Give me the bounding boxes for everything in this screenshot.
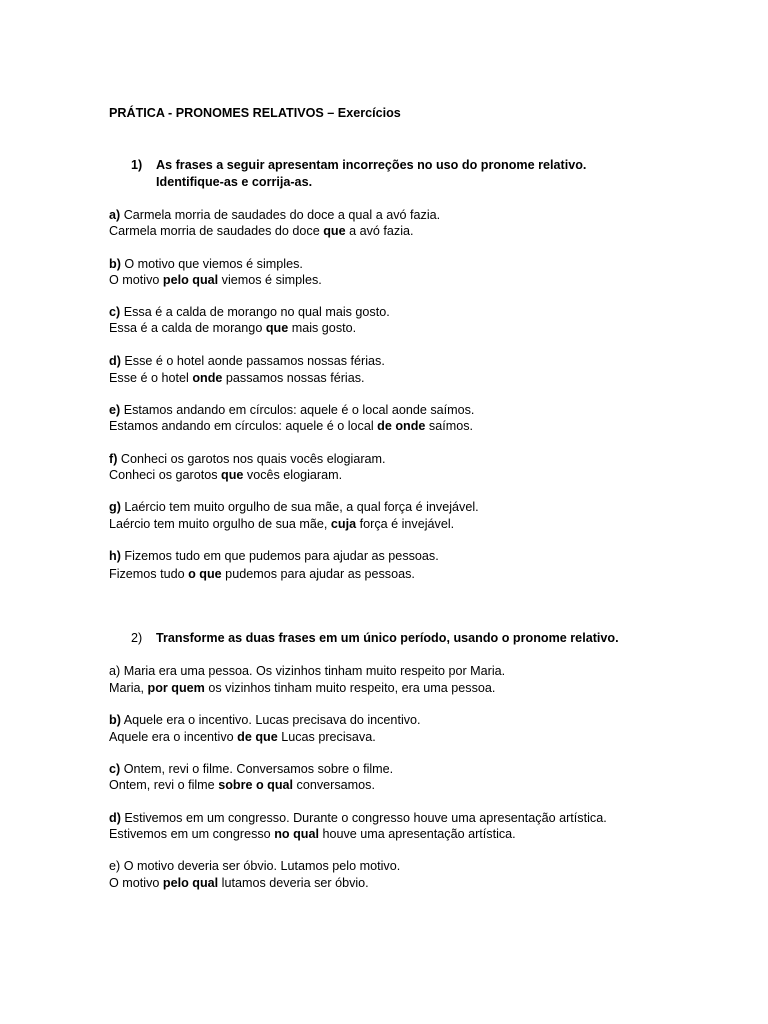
- q1-item-d-fix: [109, 370, 365, 386]
- q1-item-a-wrong: [109, 207, 440, 223]
- item-label: g): [109, 500, 121, 514]
- q2-item-b-prompt: [109, 712, 421, 728]
- q1-item-c-wrong: [109, 304, 390, 320]
- question-1-instruction-line2: Identifique-as e corrija-as.: [156, 175, 313, 189]
- q2-item-a-answer: [109, 680, 495, 696]
- fix-pronoun: de onde: [377, 419, 426, 433]
- q2-item-c-answer: [109, 777, 375, 793]
- q1-item-e-fix: [109, 418, 473, 434]
- q2-item-d-prompt: [109, 810, 607, 826]
- q2-item-a-prompt: [109, 663, 505, 679]
- item-wrong-text: Esse é o hotel aonde passamos nossas férias.: [124, 354, 385, 368]
- answer-pronoun: por quem: [147, 681, 205, 695]
- item-prompt-text: O motivo deveria ser óbvio. Lutamos pelo motivo.: [123, 859, 401, 873]
- answer-text: Aquele era o incentivo: [109, 730, 238, 744]
- item-label: e): [109, 403, 121, 417]
- q2-item-e-answer: [109, 875, 369, 891]
- q1-item-b-wrong: [109, 256, 303, 272]
- answer-text: conversamos.: [293, 778, 375, 792]
- fix-pronoun: cuja: [330, 517, 357, 531]
- q1-item-g-wrong: [109, 499, 479, 515]
- item-label: e): [109, 859, 121, 873]
- answer-pronoun: sobre o qual: [218, 778, 294, 792]
- item-label: h): [109, 549, 121, 563]
- question-1-number: 1): [131, 158, 143, 172]
- fix-pronoun: que: [265, 321, 289, 335]
- q1-item-e-wrong: [109, 402, 474, 418]
- fix-pronoun: o que: [188, 567, 222, 581]
- q2-item-c-prompt: [109, 761, 393, 777]
- answer-text: Maria,: [109, 681, 148, 695]
- q1-item-h-wrong: [109, 548, 439, 564]
- fix-text: O motivo: [109, 273, 163, 287]
- answer-text: os vizinhos tinham muito respeito, era uma pessoa.: [204, 681, 496, 695]
- q1-item-b-fix: [109, 272, 322, 288]
- fix-text: Essa é a calda de morango: [109, 321, 266, 335]
- fix-text: Conheci os garotos: [109, 468, 222, 482]
- item-wrong-text: Fizemos tudo em que pudemos para ajudar as pessoas.: [124, 549, 439, 563]
- fix-text: vocês elogiaram.: [243, 468, 343, 482]
- fix-text: saímos.: [425, 419, 473, 433]
- item-wrong-text: Estamos andando em círculos: aquele é o local aonde saímos.: [123, 403, 475, 417]
- item-prompt-text: Maria era uma pessoa. Os vizinhos tinham muito respeito por Maria.: [123, 664, 506, 678]
- item-label: a): [109, 664, 121, 678]
- answer-text: Estivemos em um congresso: [109, 827, 275, 841]
- fix-pronoun: que: [323, 224, 346, 238]
- page-title: PRÁTICA - PRONOMES RELATIVOS – Exercícios: [109, 106, 401, 120]
- fix-text: Fizemos tudo: [109, 567, 189, 581]
- item-wrong-text: Laércio tem muito orgulho de sua mãe, a qual força é invejável.: [124, 500, 479, 514]
- answer-pronoun: no qual: [274, 827, 319, 841]
- fix-text: mais gosto.: [288, 321, 357, 335]
- item-label: d): [109, 354, 121, 368]
- question-1-instruction-line1: As frases a seguir apresentam incorreções no uso do pronome relativo.: [156, 158, 587, 172]
- item-label: c): [109, 762, 121, 776]
- item-label: b): [109, 257, 121, 271]
- item-wrong-text: Essa é a calda de morango no qual mais gosto.: [123, 305, 390, 319]
- fix-text: pudemos para ajudar as pessoas.: [221, 567, 415, 581]
- q2-item-d-answer: [109, 826, 516, 842]
- item-label: c): [109, 305, 121, 319]
- item-wrong-text: O motivo que viemos é simples.: [124, 257, 303, 271]
- q1-item-h-fix: [109, 566, 415, 582]
- item-prompt-text: Aquele era o incentivo. Lucas precisava do incentivo.: [123, 713, 421, 727]
- answer-text: lutamos deveria ser óbvio.: [218, 876, 369, 890]
- answer-text: houve uma apresentação artística.: [318, 827, 516, 841]
- item-prompt-text: Estivemos em um congresso. Durante o congresso houve uma apresentação artística.: [124, 811, 607, 825]
- fix-text: Laércio tem muito orgulho de sua mãe,: [109, 517, 331, 531]
- q1-item-c-fix: [109, 320, 356, 336]
- item-prompt-text: Ontem, revi o filme. Conversamos sobre o filme.: [123, 762, 394, 776]
- question-2-instruction: Transforme as duas frases em um único período, usando o pronome relativo.: [156, 631, 619, 645]
- item-label: d): [109, 811, 121, 825]
- fix-text: passamos nossas férias.: [222, 371, 365, 385]
- answer-text: Ontem, revi o filme: [109, 778, 219, 792]
- answer-text: Lucas precisava.: [277, 730, 376, 744]
- item-label: a): [109, 208, 121, 222]
- fix-text: viemos é simples.: [218, 273, 322, 287]
- fix-text: força é invejável.: [356, 517, 455, 531]
- fix-pronoun: pelo qual: [162, 273, 219, 287]
- question-2-number: 2): [131, 631, 143, 645]
- fix-text: Carmela morria de saudades do doce: [109, 224, 324, 238]
- q1-item-f-fix: [109, 467, 342, 483]
- q2-item-b-answer: [109, 729, 376, 745]
- fix-pronoun: que: [221, 468, 244, 482]
- item-wrong-text: Carmela morria de saudades do doce a qual a avó fazia.: [123, 208, 441, 222]
- fix-text: Estamos andando em círculos: aquele é o local: [109, 419, 378, 433]
- item-label: f): [109, 452, 118, 466]
- answer-pronoun: de que: [237, 730, 278, 744]
- fix-text: Esse é o hotel: [109, 371, 193, 385]
- q1-item-a-fix: [109, 223, 414, 239]
- q2-item-e-prompt: [109, 858, 400, 874]
- fix-text: a avó fazia.: [345, 224, 414, 238]
- item-label: b): [109, 713, 121, 727]
- q1-item-d-wrong: [109, 353, 385, 369]
- q1-item-f-wrong: [109, 451, 386, 467]
- item-wrong-text: Conheci os garotos nos quais vocês elogiaram.: [120, 452, 386, 466]
- answer-text: O motivo: [109, 876, 163, 890]
- answer-pronoun: pelo qual: [162, 876, 219, 890]
- fix-pronoun: onde: [192, 371, 223, 385]
- q1-item-g-fix: [109, 516, 454, 532]
